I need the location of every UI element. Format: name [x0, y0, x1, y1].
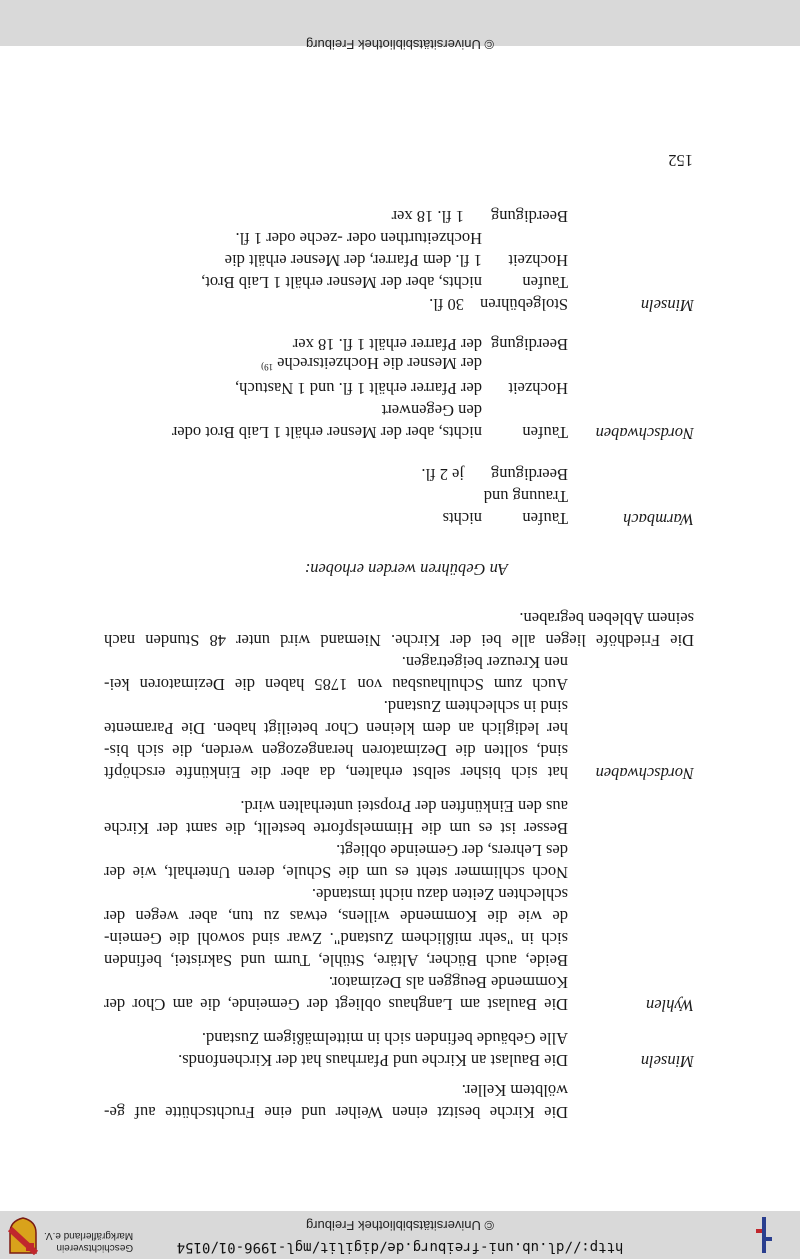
- wyhlen-line-5: de wie die Kommende willens, etwas zu tun, aber wegen der: [104, 907, 568, 926]
- warmbach-value-1: nichts: [442, 509, 482, 528]
- nordschwaben-line-6: nen Kreuzer beigetragen.: [401, 653, 568, 672]
- warmbach-label-1: Taufen: [522, 509, 568, 528]
- minseln-line-2: Alle Gebäude befinden sich in mittelmäßigem Zustand.: [201, 1029, 568, 1048]
- wyhlen-line-9: Besser ist es um die Himmelspforte bestellt, die samt der Kirche: [104, 819, 568, 838]
- minseln2-value-2: nichts, aber der Mesner erhält 1 Laib Brot,: [201, 273, 482, 292]
- wyhlen-line-1: Die Baulast am Langhaus obliegt der Gemeinde, die am Chor der: [104, 995, 568, 1014]
- nordschwaben-line-7: Die Friedhöfe liegen alle bei der Kirche. Niemand wird unter 48 Stunden nach: [104, 631, 694, 650]
- intro-line-1: Die Kirche besitzt einen Weiher und eine Fruchtschütte auf ge-: [104, 1103, 568, 1122]
- wyhlen-line-2: Kommende Beuggen als Dezimator.: [328, 973, 568, 992]
- minseln2-label-5: Beerdigung: [491, 207, 568, 226]
- nordschwaben-line-1: hat sich bisher selbst erhalten, da aber die Einkünfte erschöpft: [104, 763, 568, 782]
- nordschwaben2-value-4-text: der Mesner die Hochzeitsreche: [277, 354, 482, 373]
- wyhlen-line-10: aus den Einkünften der Propstei unterhalten wird.: [240, 797, 568, 816]
- nordschwaben2-label-5: Beerdigung: [491, 335, 568, 354]
- society-line-1: Geschichtsverein: [56, 1242, 134, 1253]
- wyhlen-line-3: Beide, auch Bücher, Altäre, Stühle, Turm und Sakristei, befinden: [104, 951, 568, 970]
- bottom-header-bar: [0, 0, 800, 52]
- bottom-copyright-text: © Universitätsbibliothek Freiburg: [305, 37, 495, 52]
- nordschwaben2-label-3: Hochzeit: [508, 379, 568, 398]
- place-wyhlen: Wyhlen: [646, 996, 694, 1015]
- warmbach-value-3: je 2 fl.: [421, 465, 464, 484]
- nordschwaben2-value-3: der Pfarrer erhält 1 fl. und 1 Nastuch,: [235, 379, 482, 398]
- minseln-line-1: Die Baulast an Kirche und Pfarrhaus hat der Kirchenfonds.: [178, 1051, 568, 1070]
- footnote-marker: 19): [261, 362, 274, 372]
- warmbach-label-2: Trauung und: [483, 487, 568, 506]
- society-name: [44, 1229, 133, 1253]
- page-number: 152: [668, 151, 693, 170]
- wyhlen-line-4: sich in "sehr mißlichem Zustand". Zwar sind sowohl die Gemein-: [104, 929, 568, 948]
- copyright-text: © Universitätsbibliothek Freiburg: [305, 1218, 495, 1233]
- society-line-2: Markgräflerland e.V.: [44, 1230, 134, 1241]
- place-warmbach: Warmbach: [623, 510, 694, 529]
- place-nordschwaben-2: Nordschwaben: [595, 424, 694, 443]
- minseln2-value-4: Hochzeiturthen oder -zeche oder 1 fl.: [235, 229, 482, 248]
- document-url[interactable]: http://dl.ub.uni-freiburg.de/digilit/mgl-1996-01/0154: [176, 1239, 624, 1255]
- wyhlen-line-7: Noch schlimmer steht es um die Schule, deren Unterhalt, wie der: [104, 863, 568, 882]
- minseln2-value-1: 30 fl.: [429, 295, 464, 314]
- nordschwaben2-value-4: [261, 353, 482, 378]
- crest-icon: [8, 1217, 38, 1255]
- minseln2-label-2: Taufen: [522, 273, 568, 292]
- place-minseln: Minseln: [640, 1052, 694, 1071]
- minseln2-label-3: Hochzeit: [508, 251, 568, 270]
- nordschwaben-line-4: sind in schlechtem Zustand.: [383, 697, 568, 716]
- minseln2-value-3: 1 fl. dem Pfarrer, der Mesner erhält die: [224, 251, 482, 270]
- place-minseln-2: Minseln: [640, 296, 694, 315]
- nordschwaben-line-2: sind, sollten die Dezimatoren herangezogen werden, die sich bis-: [104, 741, 568, 760]
- nordschwaben2-value-1: nichts, aber der Mesner erhält 1 Laib Brot oder: [171, 423, 482, 442]
- wyhlen-line-8: des Lehrers, der Gemeinde obliegt.: [336, 841, 568, 860]
- warmbach-label-3: Beerdigung: [491, 465, 568, 484]
- minseln2-value-5: 1 fl. 18 xer: [391, 207, 464, 226]
- fees-heading: An Gebühren werden erhoben:: [304, 560, 508, 579]
- nordschwaben2-value-2: den Gegenwert: [381, 401, 482, 420]
- nordschwaben-line-3: her lediglich an dem kleinen Chor beteiligt haben. Die Paramente: [104, 719, 568, 738]
- nordschwaben-line-8: seinem Ableben begraben.: [519, 609, 694, 628]
- nordschwaben2-value-5: der Pfarrer erhält 1 fl. 18 xer: [292, 335, 482, 354]
- top-header-bar: [0, 1211, 800, 1259]
- minseln2-label-1: Stolgebühren: [480, 295, 568, 314]
- university-logo-icon: [756, 1217, 772, 1253]
- nordschwaben-line-5: Auch zum Schulhausbau von 1785 haben die Dezimatoren kei-: [104, 675, 568, 694]
- intro-line-2: wölbtem Keller.: [461, 1081, 568, 1100]
- place-nordschwaben: Nordschwaben: [595, 764, 694, 783]
- nordschwaben2-label-1: Taufen: [522, 423, 568, 442]
- wyhlen-line-6: schlechten Zeiten dazu nicht imstande.: [311, 885, 568, 904]
